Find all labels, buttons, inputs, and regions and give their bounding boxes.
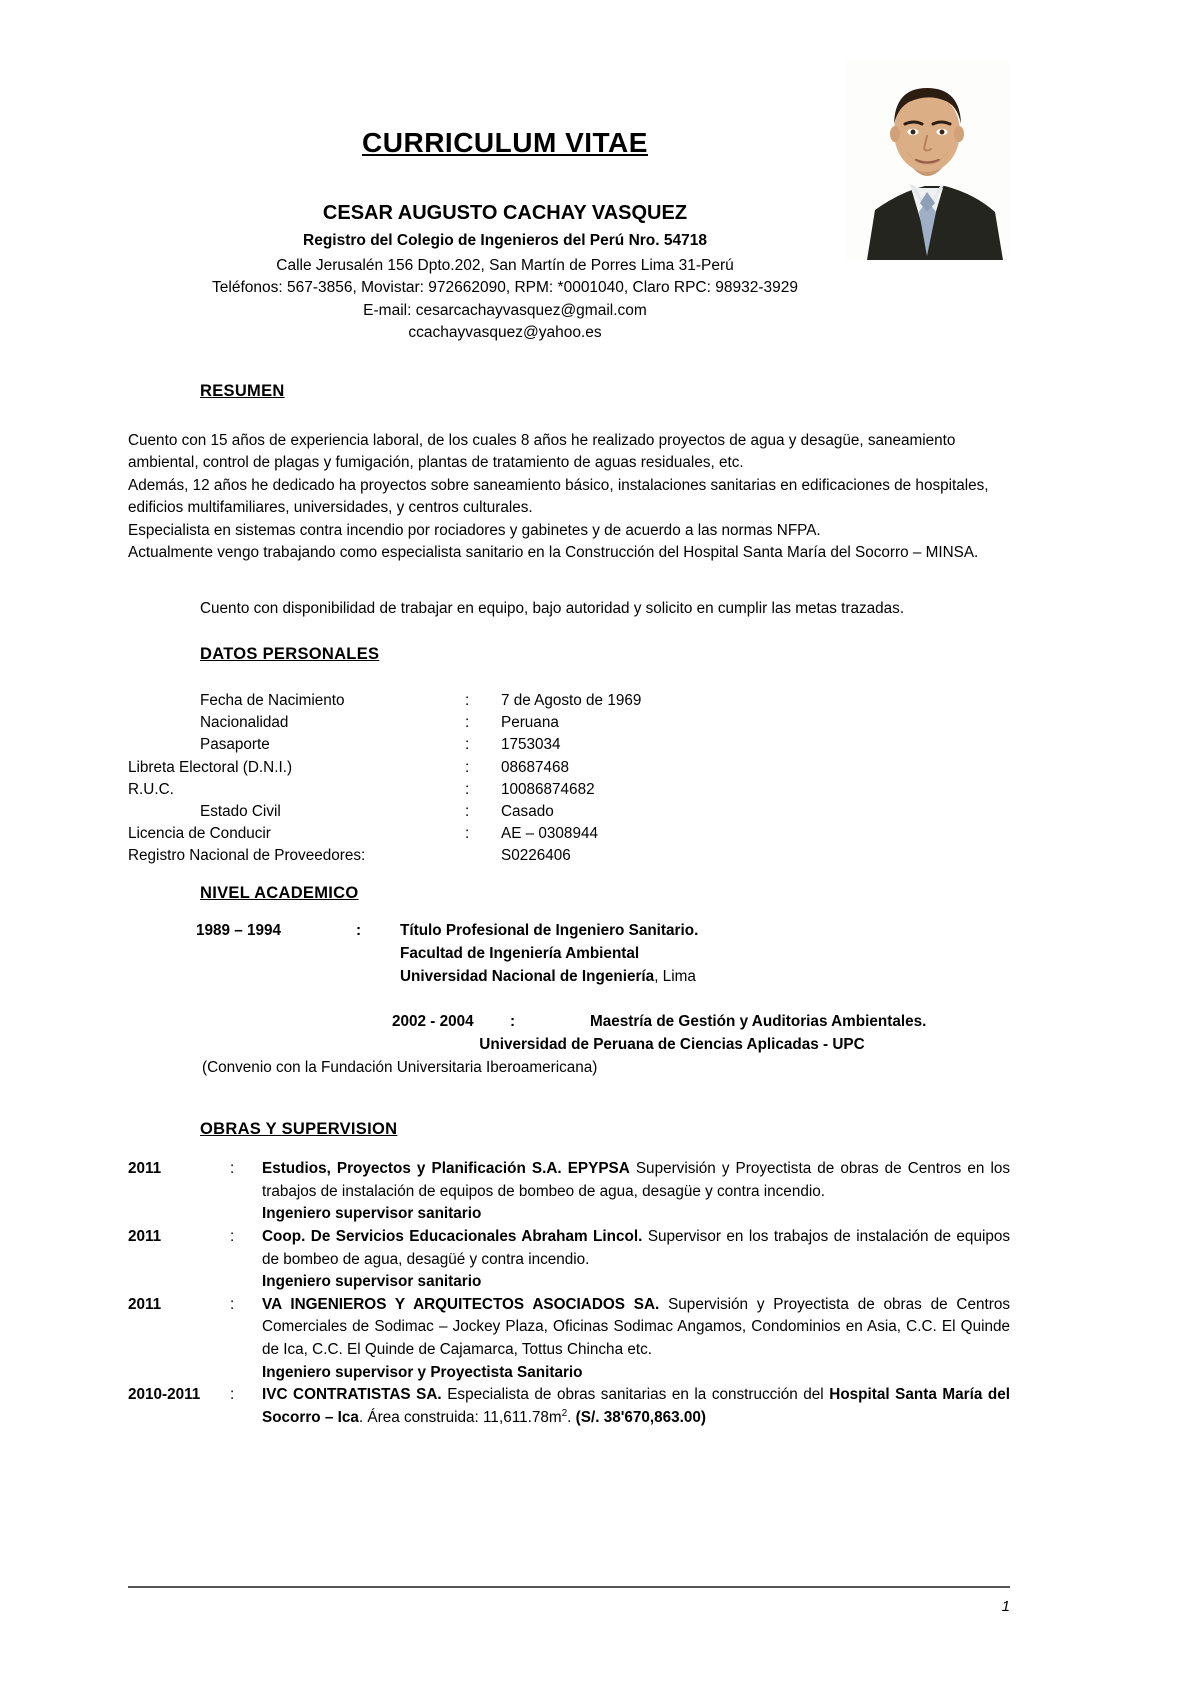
work-area-superscript: 2: [561, 1407, 568, 1419]
work-project: Hospital Santa María del Socorro – Ica: [262, 1386, 1010, 1426]
academic-university: Universidad de Peruana de Ciencias Aplicadas - UPC: [479, 1035, 865, 1053]
section-heading-resumen: RESUMEN: [200, 382, 285, 400]
table-row: [128, 712, 728, 734]
data-colon: :: [465, 736, 470, 754]
resumen-paragraph: Además, 12 años he dedicado ha proyectos sobre saneamiento básico, instalaciones sanitarias en edificaciones de hospitales, edificios multifamiliares, universidades, y centros culturales.: [128, 476, 989, 517]
work-detail: Supervisión y Proyectista de obras de Centros en los trabajos de instalación de equipos de bombeo de agua, desagüe y contra incendio.: [262, 1160, 1010, 1200]
academic-years: 1989 – 1994: [196, 922, 282, 939]
table-row: [128, 734, 728, 756]
work-description: [262, 1384, 1010, 1429]
work-year: 2010-2011: [128, 1386, 201, 1404]
personal-data-table: [128, 690, 728, 867]
table-row: [128, 690, 728, 712]
resumen-paragraph: Especialista en sistemas contra incendio por rociadores y gabinetes y de acuerdo a las normas NFPA.: [128, 521, 821, 539]
data-colon: :: [465, 714, 470, 732]
work-year: 2011: [128, 1295, 162, 1313]
academic-faculty: Facultad de Ingeniería Ambiental: [400, 944, 640, 962]
data-label: Fecha de Nacimiento: [200, 692, 345, 709]
data-label: Libreta Electoral (D.N.I.): [128, 758, 293, 776]
academic-degree: Maestría de Gestión y Auditorias Ambientales.: [590, 1013, 927, 1030]
data-value: 08687468: [501, 758, 570, 776]
data-label: Registro Nacional de Proveedores:: [128, 847, 366, 865]
work-company: VA INGENIEROS Y ARQUITECTOS ASOCIADOS SA.: [262, 1295, 660, 1313]
work-amount: (S/. 38'670,863.00): [575, 1408, 707, 1426]
data-label: Pasaporte: [200, 736, 270, 754]
academic-colon: :: [510, 1013, 516, 1030]
work-colon: :: [230, 1160, 235, 1177]
table-row: [128, 801, 728, 823]
work-role: Ingeniero supervisor sanitario: [262, 1273, 482, 1291]
work-description: [262, 1226, 1010, 1294]
data-value: 1753034: [501, 736, 561, 754]
work-colon: :: [230, 1295, 235, 1313]
data-colon: :: [465, 692, 470, 709]
data-value: AE – 0308944: [501, 825, 598, 843]
work-role: Ingeniero supervisor y Proyectista Sanitario: [262, 1363, 583, 1381]
resumen-closing: Cuento con disponibilidad de trabajar en equipo, bajo autoridad y solicito en cumplir las metas trazadas.: [200, 600, 905, 617]
data-label: Nacionalidad: [200, 714, 289, 732]
email-secondary: ccachayvasquez@yahoo.es: [408, 324, 602, 342]
data-value: Peruana: [501, 714, 559, 732]
email-primary: E-mail: cesarcachayvasquez@gmail.com: [363, 301, 647, 319]
resumen-paragraph: Actualmente vengo trabajando como especialista sanitario en la Construcción del Hospital Santa María del Socorro – MINSA.: [128, 544, 979, 562]
phones-line: Teléfonos: 567-3856, Movistar: 972662090, RPM: *0001040, Claro RPC: 98932-3929: [212, 279, 798, 297]
data-colon: :: [465, 758, 470, 776]
data-colon: :: [465, 802, 470, 820]
works-list: [128, 1158, 1010, 1430]
section-heading-datos-personales: DATOS PERSONALES: [200, 645, 380, 663]
table-row: [128, 757, 728, 779]
work-detail: Supervisión y Proyectista de obras de Centros Comerciales de Sodimac – Jockey Plaza, Oficinas Sodimac Angamos, Condominios en Asia, C.C. El Quinde de Ica, C.C. El Quinde de Cajamarca, Tottus Chincha etc.: [262, 1295, 1010, 1358]
work-entry: [128, 1294, 1010, 1385]
data-label: R.U.C.: [128, 780, 174, 798]
academic-colon: :: [356, 922, 362, 939]
work-entry: [128, 1226, 1010, 1294]
data-value: S0226406: [501, 847, 571, 865]
candidate-name: CESAR AUGUSTO CACHAY VASQUEZ: [322, 201, 688, 224]
address-line: Calle Jerusalén 156 Dpto.202, San Martín de Porres Lima 31-Perú: [276, 256, 734, 274]
data-label: Estado Civil: [200, 802, 281, 820]
academic-city: , Lima: [654, 967, 696, 985]
cv-header: [110, 128, 900, 345]
academic-years: 2002 - 2004: [392, 1013, 474, 1030]
work-company: IVC CONTRATISTAS SA.: [262, 1386, 442, 1404]
professional-registry: Registro del Colegio de Ingenieros del Perú Nro. 54718: [303, 231, 707, 249]
academic-entry-1: [196, 920, 698, 989]
page-title: CURRICULUM VITAE: [362, 127, 648, 158]
academic-university: Universidad Nacional de Ingeniería: [400, 967, 655, 985]
work-colon: :: [230, 1386, 235, 1404]
academic-degree: Título Profesional de Ingeniero Sanitario.: [400, 922, 699, 939]
work-description: [262, 1158, 1010, 1226]
work-description: [262, 1294, 1010, 1385]
table-row: [128, 779, 728, 801]
data-colon: :: [465, 825, 470, 843]
data-colon: [465, 845, 501, 867]
data-colon: :: [465, 780, 470, 798]
data-value: 7 de Agosto de 1969: [501, 692, 642, 709]
work-detail-post: .: [567, 1408, 576, 1426]
data-value: Casado: [501, 802, 554, 820]
work-role: Ingeniero supervisor sanitario: [262, 1205, 482, 1223]
work-detail: Supervisor en los trabajos de instalación de equipos de bombeo de agua, desagüé y contra incendio.: [262, 1227, 1011, 1268]
data-value: 10086874682: [501, 780, 595, 798]
work-detail-pre: Especialista de obras sanitarias en la construcción del: [441, 1386, 830, 1404]
section-heading-obras-supervision: OBRAS Y SUPERVISION: [200, 1120, 398, 1138]
data-label: Licencia de Conducir: [128, 825, 271, 843]
academic-note: (Convenio con la Fundación Universitaria Iberoamericana): [202, 1058, 598, 1076]
academic-entry-2: [202, 1011, 992, 1080]
table-row: [128, 845, 728, 867]
footer-divider: [128, 1586, 1010, 1588]
work-entry: [128, 1158, 1010, 1226]
work-colon: :: [230, 1227, 235, 1245]
section-heading-nivel-academico: NIVEL ACADEMICO: [200, 884, 359, 902]
work-company: Coop. De Servicios Educacionales Abraham Lincol.: [262, 1227, 643, 1245]
resumen-paragraph: Cuento con 15 años de experiencia laboral, de los cuales 8 años he realizado proyectos de agua y desagüe, saneamiento ambiental, control de plagas y fumigación, plantas de tratamiento de aguas residuales, etc.: [128, 432, 956, 472]
work-area: . Área construida: 11,611.78m: [358, 1408, 562, 1426]
table-row: [128, 823, 728, 845]
resumen-body: [128, 430, 993, 565]
work-year: 2011: [128, 1160, 162, 1177]
work-company: Estudios, Proyectos y Planificación S.A. EPYPSA: [262, 1160, 630, 1177]
page-number: 1: [1001, 1598, 1010, 1615]
work-entry: [128, 1384, 1010, 1429]
work-year: 2011: [128, 1227, 162, 1245]
